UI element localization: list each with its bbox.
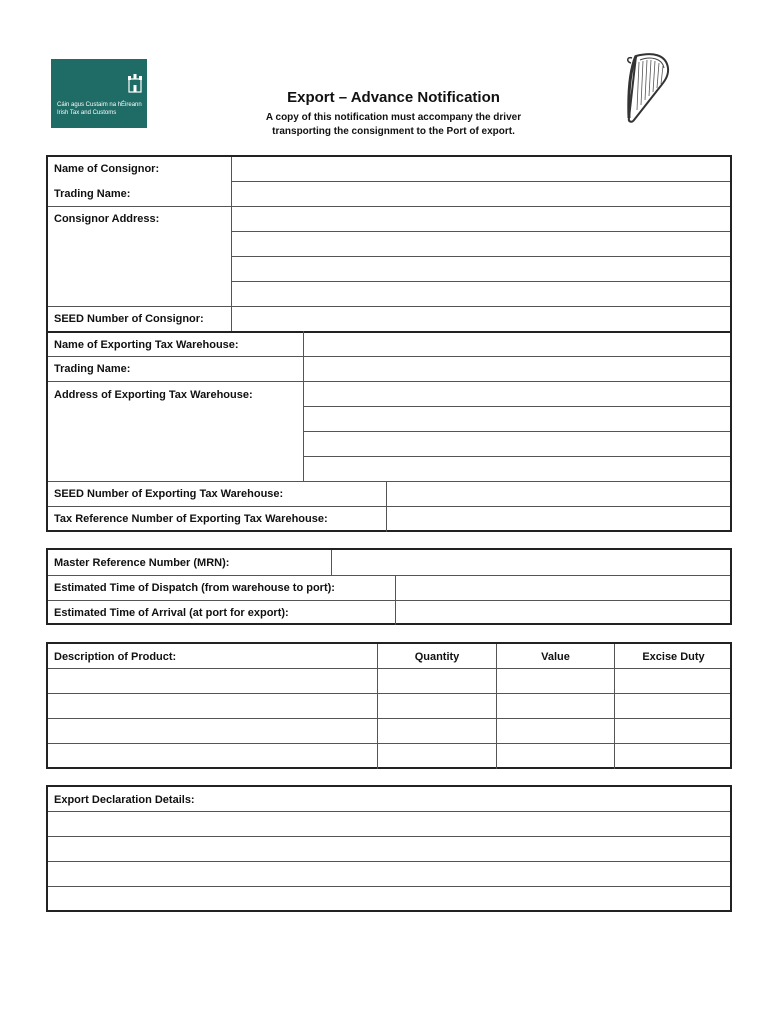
consignor-trading-label: Trading Name: [54,188,131,200]
arrival-time-field[interactable] [396,601,730,625]
consignor-address-field[interactable] [232,207,730,306]
movement-table [46,548,732,625]
warehouse-trading-field[interactable] [304,357,730,381]
consignor-trading-field[interactable] [232,182,730,206]
product-row[interactable] [48,744,730,769]
declaration-line[interactable] [48,812,730,836]
subtitle-line-1: A copy of this notification must accompany the driver [265,112,522,123]
declaration-line[interactable] [48,862,730,886]
warehouse-name-label: Name of Exporting Tax Warehouse: [54,339,239,351]
consignor-address-label: Consignor Address: [54,213,160,225]
declaration-table [46,785,732,912]
dispatch-time-field[interactable] [396,576,730,600]
warehouse-name-field[interactable] [304,333,730,356]
declaration-line[interactable] [48,837,730,861]
product-excise-duty-header: Excise Duty [642,651,705,663]
consignor-name-label: Name of Consignor: [54,163,160,175]
product-value-header: Value [541,651,570,663]
product-description-header: Description of Product: [54,651,177,663]
products-table [46,642,732,769]
page-subtitle [0,111,770,139]
declaration-line[interactable] [48,887,730,912]
tax-reference-label: Tax Reference Number of Exporting Tax Warehouse: [54,513,328,525]
declaration-label: Export Declaration Details: [54,794,195,806]
consignor-name-field[interactable] [232,157,730,181]
warehouse-address-label: Address of Exporting Tax Warehouse: [54,389,253,401]
mrn-field[interactable] [332,550,730,575]
warehouse-seed-label: SEED Number of Exporting Tax Warehouse: [54,488,284,500]
logo-line1: Cáin agus Custaim na hÉireann [57,102,142,108]
consignor-table [46,155,732,532]
product-row[interactable] [48,694,730,718]
subtitle-line-2: transporting the consignment to the Port of export. [272,126,515,137]
warehouse-seed-field[interactable] [387,482,730,506]
tax-reference-field[interactable] [387,507,730,532]
consignor-seed-field[interactable] [232,307,730,331]
consignor-seed-label: SEED Number of Consignor: [54,313,204,325]
product-row[interactable] [48,669,730,693]
product-row[interactable] [48,719,730,743]
arrival-time-label: Estimated Time of Arrival (at port for export): [54,607,289,619]
mrn-label: Master Reference Number (MRN): [54,557,230,569]
warehouse-trading-label: Trading Name: [54,363,131,375]
warehouse-address-field[interactable] [304,382,730,481]
page-title: Export – Advance Notification [287,89,500,106]
product-quantity-header: Quantity [414,651,460,663]
logo-line2: Irish Tax and Customs [57,110,117,116]
dispatch-time-label: Estimated Time of Dispatch (from warehouse to port): [54,582,335,594]
